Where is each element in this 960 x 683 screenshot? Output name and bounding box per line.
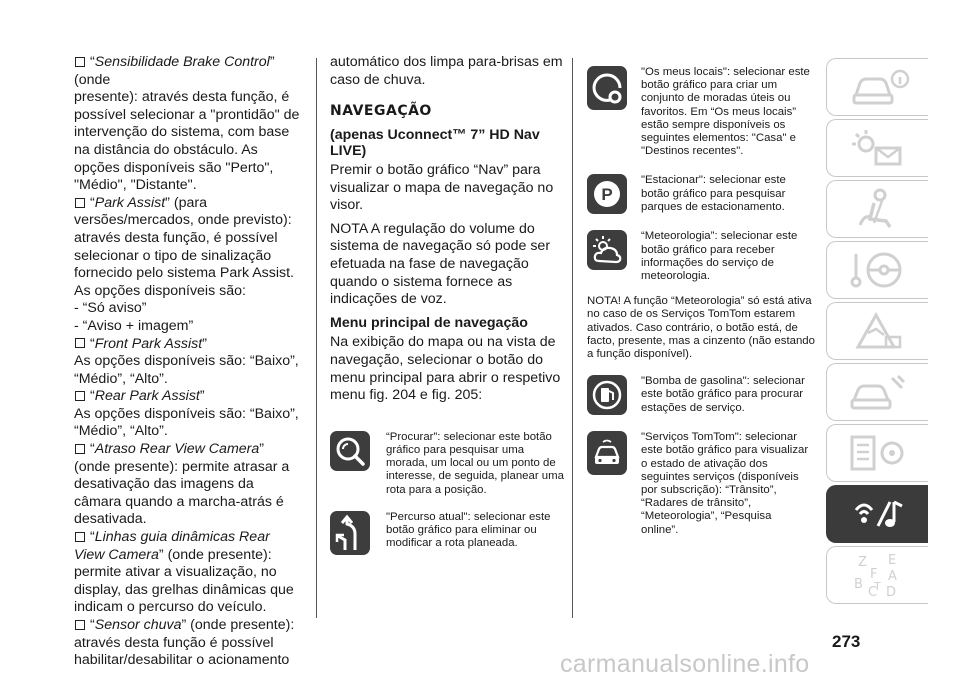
column-divider-left	[316, 58, 317, 618]
column-2	[330, 54, 564, 555]
meteorologia-entry	[587, 230, 815, 283]
column-3	[587, 54, 815, 537]
svg-text:D: D	[885, 585, 896, 600]
tab-warning-lights[interactable]	[826, 119, 928, 177]
svg-text:T: T	[873, 580, 881, 593]
weather-icon	[587, 230, 627, 270]
chapter-tabs	[826, 58, 928, 607]
index-icon	[846, 550, 910, 600]
tab-index[interactable]	[826, 546, 928, 604]
tab-maintenance[interactable]	[826, 363, 928, 421]
checkbox-square-icon	[75, 198, 85, 208]
svg-text:A: A	[887, 569, 897, 584]
bomba-gasolina-description: "Bomba de gasolina": selecionar este botão gráfico para procurar estações de serviço.	[641, 375, 805, 414]
continuation-text: automático dos limpa para-brisas em caso de chuva.	[330, 54, 563, 88]
checkbox-square-icon	[75, 620, 85, 630]
tab-emergency[interactable]	[826, 302, 928, 360]
maintenance-icon	[846, 370, 910, 414]
meteorologia-note: NOTA! A função “Meteorologia” só está ativa no caso de os Serviços TomTom estarem ativados. Caso contrário, o botão está, de facto, presente, mas a cinzento (não estando a função disponível).	[587, 295, 815, 361]
tomtom-services-icon	[587, 431, 627, 475]
checkbox-square-icon	[75, 338, 85, 348]
checkbox-square-icon	[75, 391, 85, 401]
svg-text:Z: Z	[857, 555, 867, 570]
park-options-intro: As opções disponíveis são:	[74, 282, 246, 299]
rear-park-assist-item: “Rear Park Assist”	[74, 388, 300, 406]
safety-icon	[846, 187, 910, 231]
bomba-gasolina-entry	[587, 375, 815, 415]
nav-paragraph: Premir o botão gráfico “Nav” para visualizar o mapa de navegação no visor.	[330, 161, 554, 214]
park-option-1: - “Só aviso”	[74, 300, 147, 317]
estacionar-entry	[587, 174, 815, 214]
search-icon	[330, 431, 370, 471]
front-park-assist-item: “Front Park Assist”	[74, 336, 300, 354]
meus-locais-entry	[587, 66, 815, 158]
procurar-entry	[330, 431, 564, 497]
percurso-description: "Percurso atual": selecionar este botão gráfico para eliminar ou modificar a rota planeada.	[386, 510, 551, 550]
atraso-camera-description: (onde presente): permite atrasar a desativação das imagens da câmara quando a marcha-atrás é desativada.	[74, 458, 290, 528]
section-heading-navegacao: NAVEGAÇÃO	[330, 103, 432, 120]
sensor-chuva-item: “Sensor chuva” (onde presente):	[74, 617, 300, 635]
park-assist-description: versões/mercados, onde previsto): através desta função, é possível selecionar o tipo de sinalização fornecido pelo sistema Park Assist.	[74, 212, 295, 282]
fuel-station-icon	[587, 375, 627, 415]
procurar-description: “Procurar”: selecionar este botão gráfico para pesquisar uma morada, um local ou um ponto de interesse, de seguida, planear uma rota para a posição.	[386, 430, 564, 496]
tab-starting-driving[interactable]	[826, 241, 928, 299]
tab-safety[interactable]	[826, 180, 928, 238]
car-info-icon	[846, 65, 910, 109]
sensibilidade-description: presente): através desta função, é possível selecionar a "prontidão" de intervenção do sistema, com base na distância do obstáculo. As opções disponíveis são "Perto", "Médio", "Distante".	[74, 89, 300, 194]
route-icon	[330, 511, 370, 555]
svg-text:C: C	[867, 585, 877, 600]
tab-technical-data[interactable]	[826, 424, 928, 482]
meteorologia-description: “Meteorologia”: selecionar este botão gráfico para receber informações do serviço de meteorologia.	[641, 230, 798, 283]
svg-text:E: E	[887, 553, 896, 568]
meus-locais-description: "Os meus locais": selecionar este botão gráfico para criar um conjunto de moradas úteis ou favoritos. Em “Os meus locais” estão sempre disponíveis os seguintes elementos: "Casa" e "Destinos recentes".	[641, 66, 810, 158]
menu-paragraph: Na exibição do mapa ou na vista de navegação, selecionar o botão do menu principal para abrir o respetivo menu fig. 204 e fig. 205:	[330, 334, 561, 404]
estacionar-description: "Estacionar": selecionar este botão gráfico para pesquisar parques de estacionamento.	[641, 174, 786, 213]
svg-text:F: F	[869, 567, 877, 582]
tab-car-info[interactable]	[826, 58, 928, 116]
servicos-tomtom-description: "Serviços TomTom": selecionar este botão gráfico para visualizar o estado de ativação dos seguintes serviços (disponíveis por subscrição): “Trânsito”, “Radares de trânsito”, “Meteorologia”, “Pesquisa online”.	[641, 431, 809, 536]
linhas-guia-item: “Linhas guia dinâmicas Rear View Camera” (onde presente): permite ativar a visualização, no display, das grelhas dinâmicas que indicam o percurso do veículo.	[74, 529, 294, 616]
warning-lights-icon	[846, 126, 910, 170]
front-park-assist-description: As opções disponíveis são: “Baixo”, “Médio”, “Alto”.	[74, 353, 299, 387]
emergency-icon	[846, 309, 910, 353]
servicos-tomtom-entry	[587, 431, 815, 537]
svg-text:B: B	[853, 577, 863, 592]
svg-text:P: P	[601, 185, 613, 205]
section-subheading: (apenas Uconnect™ 7” HD Nav LIVE)	[330, 126, 540, 160]
sensor-chuva-description: através desta função é possível habilitar/desabilitar o acionamento	[74, 634, 290, 669]
checkbox-square-icon	[75, 444, 85, 454]
atraso-camera-item: “Atraso Rear View Camera”	[74, 441, 300, 459]
tab-multimedia[interactable]	[826, 485, 928, 543]
checkbox-square-icon	[75, 532, 85, 542]
checkbox-square-icon	[75, 57, 85, 67]
parking-icon	[587, 174, 627, 214]
watermark: carmanualsonline.info	[560, 650, 810, 678]
park-assist-item: “Park Assist” (para	[74, 195, 300, 213]
park-option-2: - “Aviso + imagem”	[74, 317, 194, 334]
menu-heading: Menu principal de navegação	[330, 314, 528, 331]
sensibilidade-item: “Sensibilidade Brake Control” (onde	[74, 54, 275, 88]
nav-note: NOTA A regulação do volume do sistema de navegação só pode ser efetuada na fase de navegação quando o sistema fornece as indicações de voz.	[330, 220, 551, 308]
page-number: 273	[832, 632, 861, 651]
technical-data-icon	[846, 431, 910, 475]
starting-driving-icon	[846, 248, 910, 292]
percurso-entry	[330, 511, 564, 555]
my-places-icon	[587, 66, 627, 110]
rear-park-assist-description: As opções disponíveis são: “Baixo”, “Médio”, “Alto”.	[74, 405, 299, 440]
column-divider-right	[572, 58, 573, 618]
multimedia-icon	[846, 492, 910, 536]
column-1	[74, 54, 300, 670]
